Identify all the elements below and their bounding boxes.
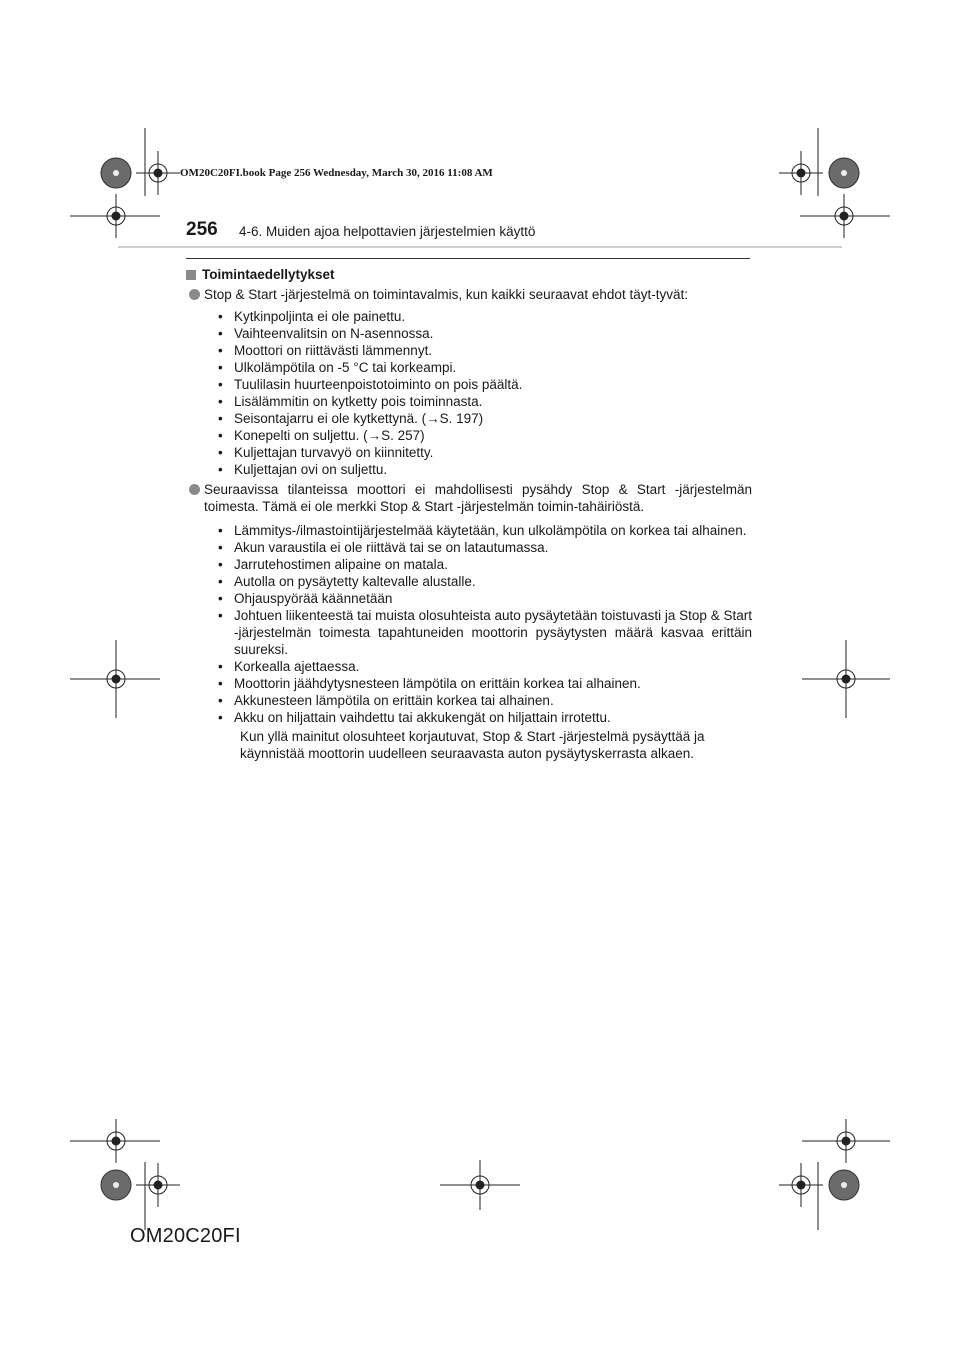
list-item: • Akkunesteen lämpötila on erittäin korkea tai alhainen. [218, 692, 752, 709]
list-item: • Lisälämmitin on kytketty pois toiminnasta. [218, 393, 752, 410]
conditions-list [186, 308, 752, 478]
footer-manual-code: OM20C20FI [130, 1225, 241, 1247]
list-item: • Johtuen liikenteestä tai muista olosuhteista auto pysäytetään toistuvasti ja Stop & Start -järjestelmän toimesta tapahtuneiden moottorin pysäytysten määrä kasvaa erittäin suureksi. [218, 607, 752, 658]
section-heading-text: Toimintaedellytykset [202, 267, 335, 282]
list-item: • Seisontajarru ei ole kytkettynä. (→S. 197) [218, 410, 752, 427]
circle-bullet-icon [189, 484, 200, 495]
page-number: 256 [186, 219, 218, 240]
chapter-title: 4-6. Muiden ajoa helpottavien järjestelmien käyttö [239, 224, 536, 239]
list-item: • Autolla on pysäytetty kaltevalle alustalle. [218, 573, 752, 590]
list-item: • Kuljettajan ovi on suljettu. [218, 461, 752, 478]
conditions-paragraph-text: Stop & Start -järjestelmä on toimintavalmis, kun kaikki seuraavat ehdot täyt-tyvät: [204, 287, 688, 302]
list-item: • Vaihteenvalitsin on N-asennossa. [218, 325, 752, 342]
conditions-paragraph [186, 286, 752, 303]
circle-bullet-icon [189, 289, 200, 300]
header-decor-bar [118, 246, 842, 248]
list-item: • Jarrutehostimen alipaine on matala. [218, 556, 752, 573]
closing-note-line: Kun yllä mainitut olosuhteet korjautuvat, Stop & Start -järjestelmä pysäyttää ja [240, 729, 705, 744]
main-content [186, 266, 752, 762]
list-item: • Moottori on riittävästi lämmennyt. [218, 342, 752, 359]
list-item: • Moottorin jäähdytysnesteen lämpötila on erittäin korkea tai alhainen. [218, 675, 752, 692]
exceptions-paragraph-text: Seuraavissa tilanteissa moottori ei mahdollisesti pysähdy Stop & Start -järjestelmän toimesta. Tämä ei ole merkki Stop & Start -järjestelmän toimin-tahäiriöstä. [204, 482, 752, 514]
closing-note [186, 728, 752, 762]
list-item: • Lämmitys-/ilmastointijärjestelmää käytetään, kun ulkolämpötila on korkea tai alhainen. [218, 522, 752, 539]
list-item: • Kuljettajan turvavyö on kiinnitetty. [218, 444, 752, 461]
list-item: • Kytkinpoljinta ei ole painettu. [218, 308, 752, 325]
list-item: • Korkealla ajettaessa. [218, 658, 752, 675]
list-item: • Ohjauspyörää käännetään [218, 590, 752, 607]
list-item: • Akun varaustila ei ole riittävä tai se on latautumassa. [218, 539, 752, 556]
section-heading [186, 266, 752, 283]
list-item: • Konepelti on suljettu. (→S. 257) [218, 427, 752, 444]
closing-note-line: käynnistää moottorin uudelleen seuraavasta auton pysäytyskerrasta alkaen. [240, 746, 695, 761]
list-item: • Tuulilasin huurteenpoistotoiminto on pois päältä. [218, 376, 752, 393]
square-bullet-icon [186, 270, 196, 280]
exceptions-list [186, 522, 752, 726]
exceptions-paragraph [186, 481, 752, 515]
header-divider [186, 258, 750, 259]
list-item: • Ulkolämpötila on -5 °C tai korkeampi. [218, 359, 752, 376]
list-item: • Akku on hiljattain vaihdettu tai akkukengät on hiljattain irrotettu. [218, 709, 752, 726]
book-info: OM20C20FI.book Page 256 Wednesday, March 30, 2016 11:08 AM [180, 167, 493, 179]
